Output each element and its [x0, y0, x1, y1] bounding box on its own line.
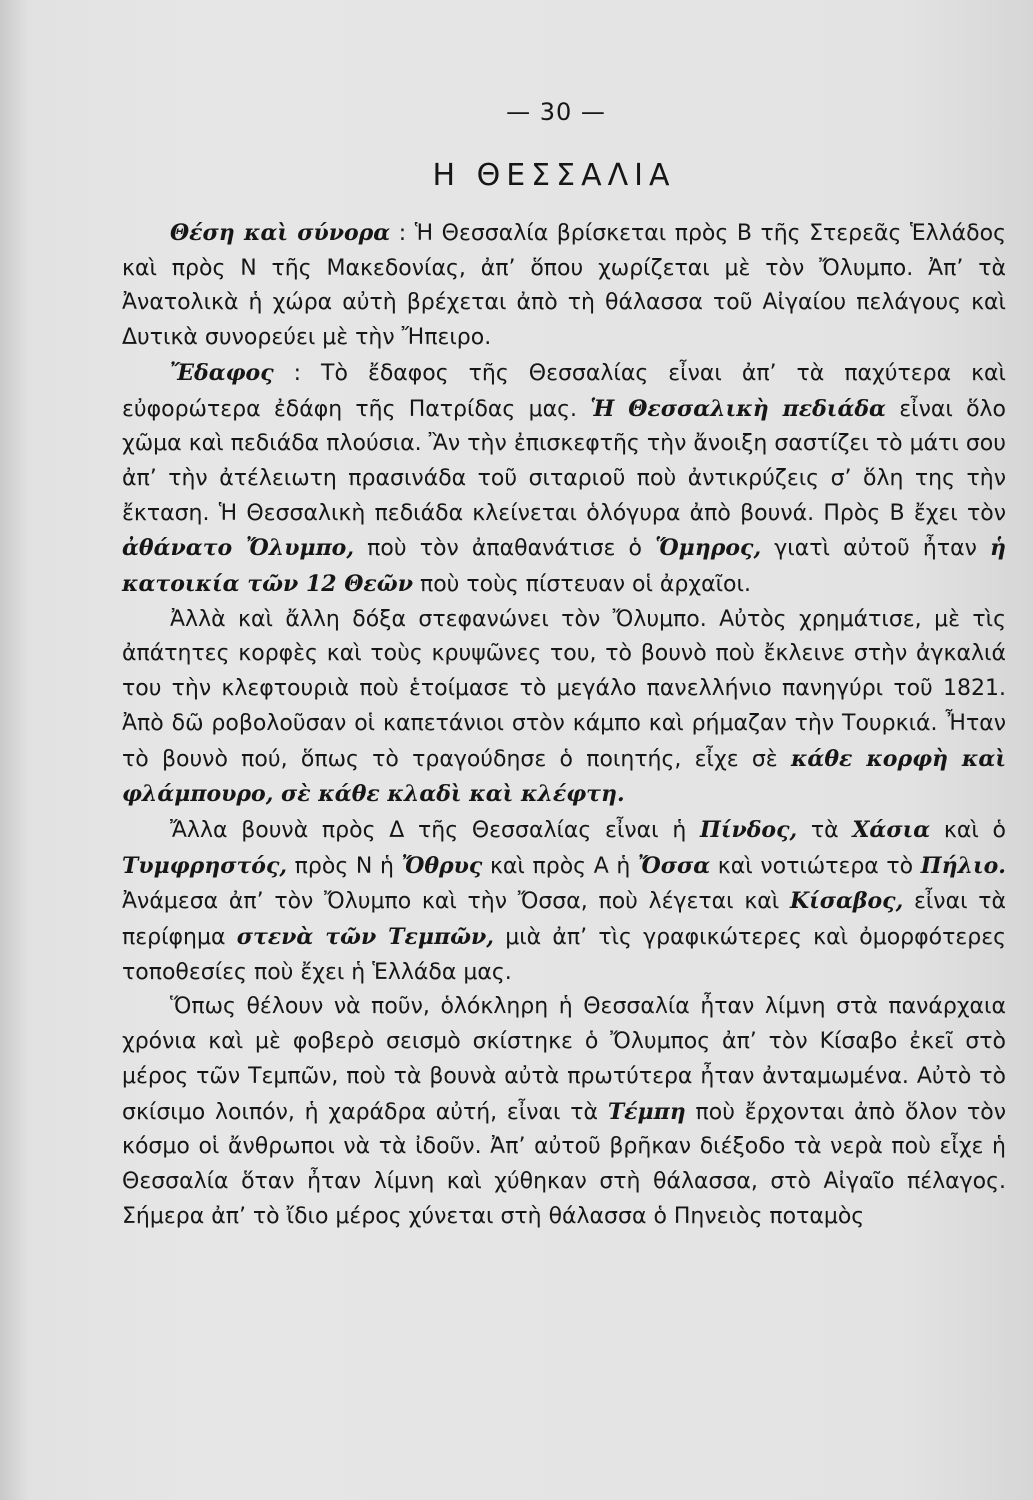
paragraph-mountains: [122, 813, 1006, 991]
body-text: [122, 216, 1006, 1234]
emphasis-text: Πήλιο.: [920, 852, 1006, 879]
emphasis-text: Κίσαβος,: [789, 888, 904, 915]
emphasis-text: Τυμφρηστός,: [122, 852, 288, 879]
emphasis-text: Ἡ Θεσσαλικὴ πεδιάδα: [590, 395, 886, 422]
emphasis-text: Πίνδος,: [700, 816, 798, 843]
paragraph-text: πρὸς Ν ἡ: [294, 853, 394, 879]
emphasis-text: Χάσια: [852, 816, 931, 843]
paragraph-text: εἶναι τὰ περίφημα: [122, 889, 1006, 951]
emphasis-text: ἀθάνατο Ὄλυμπο,: [122, 535, 355, 562]
paragraph-text: τὰ: [810, 817, 839, 843]
page-title: Η ΘΕΣΣΑΛΙΑ: [432, 158, 676, 193]
paragraph-text: καὶ νοτιώτερα τὸ: [717, 853, 914, 879]
paragraph-tempi: [122, 990, 1006, 1234]
emphasis-text: Ὄσσα: [638, 852, 711, 879]
section-heading-location: Θέση καὶ σύνορα: [170, 220, 391, 246]
paragraph-text: : Τὸ ἔδαφος τῆς Θεσσαλίας εἶναι ἀπ’ τὰ παχύτερα καὶ εὐφορώτερα ἐδάφη τῆς Πατρίδας μας.: [122, 360, 1006, 422]
paragraph-text: Ἀλλὰ καὶ ἄλλη δόξα στεφανώνει τὸν Ὄλυμπο. Αὐτὸς χρημάτισε, μὲ τὶς ἀπάτητες κορφὲς καὶ τοὺς κρυψῶνες του, τὸ βουνὸ ποὺ ἔκλεινε στὴν ἀγκαλιά του τὴν κλεφτουριὰ ποὺ ἑτοίμασε τὸ μεγάλο πανελλήνιο πανηγύρι τοῦ 1821. Ἀπὸ δῶ ροβολοῦσαν οἱ καπετάνιοι στὸν κάμπο καὶ ρήμαζαν τὴν Τουρκιά. Ἦταν τὸ βουνὸ πού, ὅπως τὸ τραγούδησε ὁ ποιητής, εἶχε σὲ: [122, 606, 1006, 772]
paragraph-location: [122, 216, 1006, 356]
paragraph-text: ποὺ ἔρχονται ἀπὸ ὅλον τὸν κόσμο οἱ ἄνθρωποι νὰ τὰ ἰδοῦν. Ἀπ’ αὐτοῦ βρῆκαν διέξοδο τὰ νερὰ ποὺ εἶχε ἡ Θεσσαλία ὅταν ἦταν λίμνη καὶ χύθηκαν στὴ θάλασσα, στὸ Αἰγαῖο πέλαγος. Σήμερα ἀπ’ τὸ ἴδιο μέρος χύνεται στὴ θάλασσα ὁ Πηνειὸς ποταμὸς: [122, 1099, 1007, 1229]
paragraph-text: ποὺ τὸν ἀπαθανάτισε ὁ: [367, 536, 643, 562]
paragraph-text: καὶ πρὸς Α ἡ: [489, 853, 631, 879]
emphasis-text: ἡ κατοικία τῶν 12 Θεῶν: [122, 535, 1007, 598]
emphasis-text: Ὅμηρος,: [655, 535, 762, 562]
paragraph-text: καὶ ὁ: [943, 817, 1006, 843]
emphasis-text: Ὄθρυς: [401, 852, 483, 879]
paragraph-text: γιατὶ αὐτοῦ ἦταν: [774, 536, 977, 562]
emphasis-text: Τέμπη: [607, 1098, 686, 1125]
paragraph-olympus-glory: [122, 603, 1006, 813]
page-number: — 30 —: [506, 98, 606, 126]
paragraph-text: εἶναι ὅλο χῶμα καὶ πεδιάδα πλούσια. Ἂν τὴν ἐπισκεφτῆς τὴν ἄνοιξη σαστίζει τὸ μάτι σου ἀπ’ τὴν ἀτέλειωτη πρασινάδα τοῦ σιταριοῦ ποὺ ἀντικρύζεις σ’ ὅλη της τὴν ἔκταση. Ἡ Θεσσαλικὴ πεδιάδα κλείνεται ὁλόγυρα ἀπὸ βουνά. Πρὸς Β ἔχει τὸν: [122, 396, 1007, 526]
paragraph-text: Ὅπως θέλουν νὰ ποῦν, ὁλόκληρη ἡ Θεσσαλία ἦταν λίμνη στὰ πανάρχαια χρόνια καὶ μὲ φοβερὸ σεισμὸ σκίστηκε ὁ Ὄλυμπος ἀπ’ τὸν Κίσαβο ἐκεῖ στὸ μέρος τῶν Τεμπῶν, ποὺ τὰ βουνὰ αὐτὰ πρωτύτερα ἦταν ἀνταμωμένα. Αὐτὸ τὸ σκίσιμο λοιπόν, ἡ χαράδρα αὐτή, εἶναι τὰ: [122, 994, 1006, 1125]
paragraph-text: ποὺ τοὺς πίστευαν οἱ ἀρχαῖοι.: [419, 572, 751, 598]
emphasis-text: κάθε κορφὴ καὶ φλάμπουρο, σὲ κάθε κλαδὶ καὶ κλέφτη.: [122, 745, 1006, 808]
paragraph-text: Ἀνάμεσα ἀπ’ τὸν Ὄλυμπο καὶ τὴν Ὄσσα, ποὺ λέγεται καὶ: [122, 889, 780, 915]
paragraph-text: : Ἡ Θεσσαλία βρίσκεται πρὸς Β τῆς Στερεᾶς Ἑλλάδος καὶ πρὸς Ν τῆς Μακεδονίας, ἀπ’ ὅπου χωρίζεται μὲ τὸν Ὄλυμπο. Ἀπ’ τὰ Ἀνατολικὰ ἡ χώρα αὐτὴ βρέχεται ἀπὸ τὴ θάλασσα τοῦ Αἰγαίου πελάγους καὶ Δυτικὰ συνορεύει μὲ τὴν Ἤπειρο.: [122, 221, 1006, 351]
paragraph-text: Ἄλλα βουνὰ πρὸς Δ τῆς Θεσσαλίας εἶναι ἡ: [170, 817, 687, 843]
section-heading-soil: Ἔδαφος: [170, 359, 274, 386]
emphasis-text: στενὰ τῶν Τεμπῶν,: [236, 924, 494, 951]
paragraph-text: μιὰ ἀπ’ τὶς γραφικώτερες καὶ ὀμορφότερες τοποθεσίες ποὺ ἔχει ἡ Ἑλλάδα μας.: [122, 925, 1007, 985]
paragraph-soil: [122, 356, 1006, 603]
